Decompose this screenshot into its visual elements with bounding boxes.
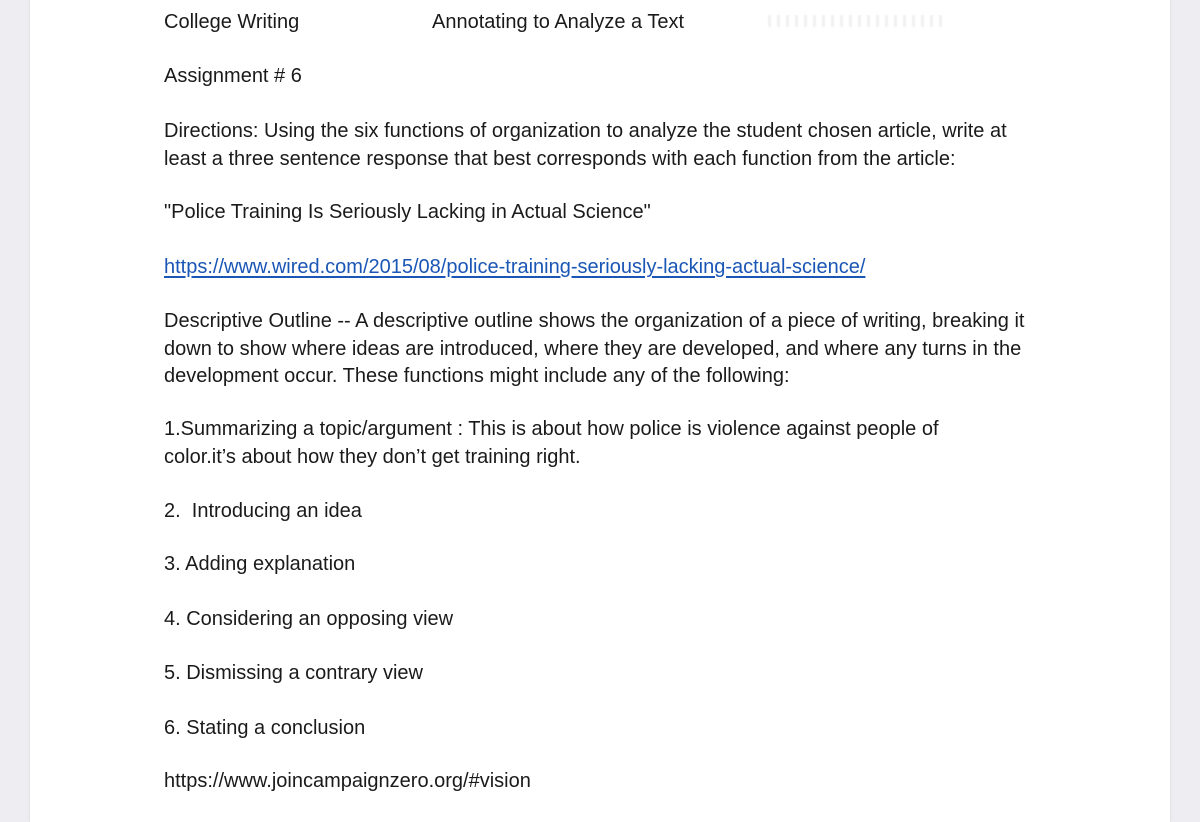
document-page: [30, 0, 1170, 822]
function-item-6: 6. Stating a conclusion: [164, 717, 366, 739]
function-item-4: 4. Considering an opposing view: [164, 608, 454, 630]
footer-url[interactable]: https://www.joincampaignzero.org/#vision: [164, 770, 531, 792]
document-title: Annotating to Analyze a Text: [432, 11, 685, 33]
directions-paragraph: Directions: Using the six functions of organization to analyze the student chosen article, write at least a three sentence response that best corresponds with each function from the article:: [164, 120, 1007, 170]
course-name: College Writing: [164, 11, 300, 33]
article-link[interactable]: https://www.wired.com/2015/08/police-training-seriously-lacking-actual-science/: [164, 256, 866, 278]
descriptive-outline-paragraph: Descriptive Outline -- A descriptive outline shows the organization of a piece of writing, breaking it down to show where ideas are introduced, where they are developed, and where any turns in the development occur. These functions might include any of the following:: [164, 310, 1025, 387]
function-item-2: 2. Introducing an idea: [164, 500, 362, 522]
document-header: [164, 9, 1044, 37]
function-item-5: 5. Dismissing a contrary view: [164, 662, 423, 684]
function-item-3: 3. Adding explanation: [164, 553, 356, 575]
article-link-row: [164, 254, 1044, 282]
assignment-number: Assignment # 6: [164, 65, 302, 87]
header-faded-text: [768, 15, 948, 27]
function-item-1: 1.Summarizing a topic/argument : This is about how police is violence against people of color.it’s about how they don’t get training right.: [164, 418, 939, 468]
article-title: "Police Training Is Seriously Lacking in Actual Science": [164, 201, 651, 223]
